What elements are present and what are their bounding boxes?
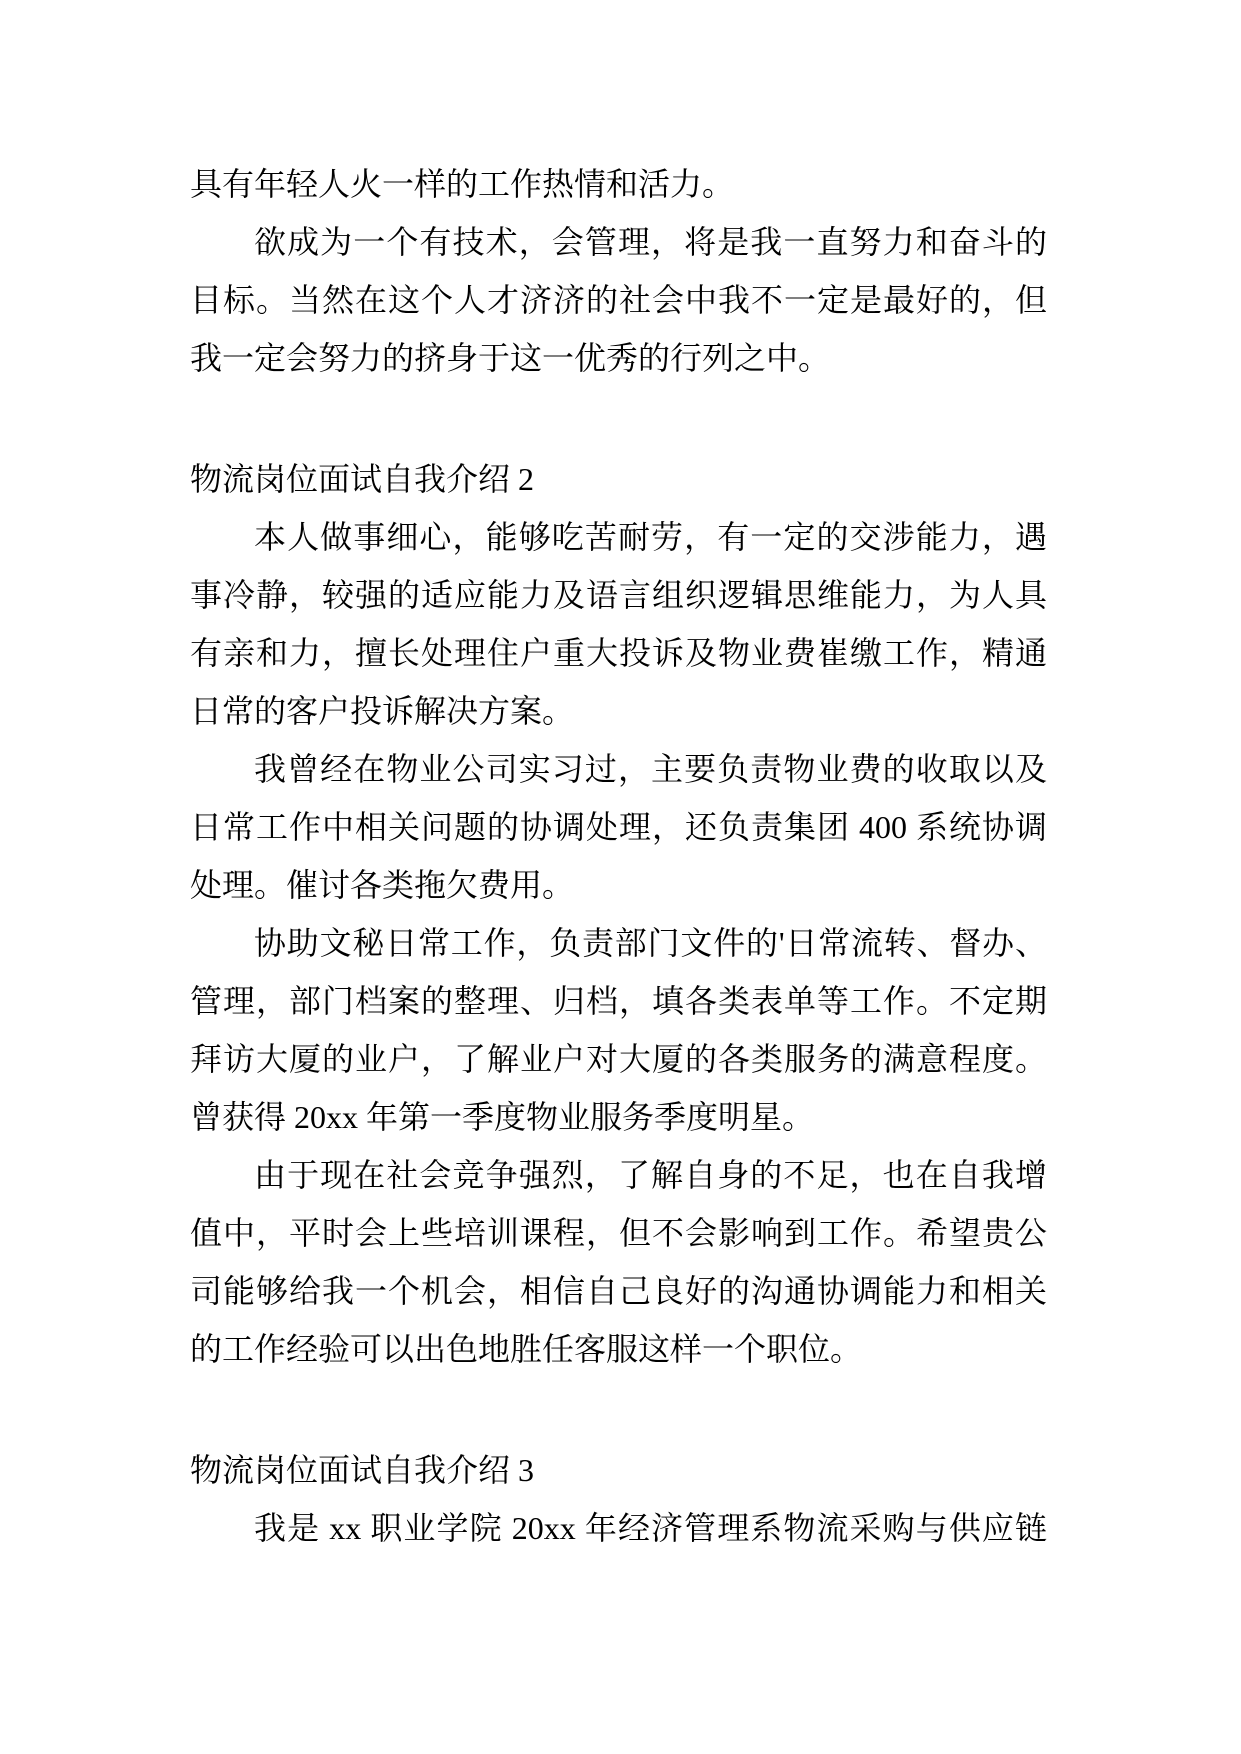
section-heading-2: 物流岗位面试自我介绍 2 (190, 461, 535, 497)
paragraph-line: 有亲和力，擅长处理住户重大投诉及物业费崔缴工作，精通 (190, 635, 1047, 671)
paragraph-line: 管理，部门档案的整理、归档，填各类表单等工作。不定期 (190, 983, 1047, 1019)
blank-line (190, 387, 1047, 450)
paragraph-line: 拜访大厦的业户，了解业户对大厦的各类服务的满意程度。 (190, 1041, 1047, 1077)
paragraph-line: 由于现在社会竞争强烈，了解自身的不足，也在自我增 (254, 1157, 1047, 1193)
paragraph-line: 协助文秘日常工作，负责部门文件的'日常流转、督办、 (254, 925, 1047, 961)
document-body (190, 155, 1047, 1557)
paragraph-line: 值中，平时会上些培训课程，但不会影响到工作。希望贵公 (190, 1215, 1047, 1251)
paragraph-line: 具有年轻人火一样的工作热情和活力。 (190, 166, 735, 202)
paragraph-line: 曾获得 20xx 年第一季度物业服务季度明星。 (190, 1099, 815, 1135)
paragraph-line: 事冷静，较强的适应能力及语言组织逻辑思维能力，为人具 (190, 577, 1047, 613)
paragraph-line: 我是 xx 职业学院 20xx 年经济管理系物流采购与供应链 (254, 1510, 1047, 1546)
paragraph-line: 日常的客户投诉解决方案。 (190, 693, 575, 729)
paragraph-line: 欲成为一个有技术，会管理，将是我一直努力和奋斗的 (254, 224, 1047, 260)
paragraph-line: 的工作经验可以出色地胜任客服这样一个职位。 (190, 1331, 863, 1367)
paragraph-line: 司能够给我一个机会，相信自己良好的沟通协调能力和相关 (190, 1273, 1047, 1309)
paragraph-line: 我曾经在物业公司实习过，主要负责物业费的收取以及 (254, 751, 1047, 787)
section-heading-3: 物流岗位面试自我介绍 3 (190, 1452, 535, 1488)
paragraph-line: 目标。当然在这个人才济济的社会中我不一定是最好的，但 (190, 282, 1047, 318)
blank-line (190, 1378, 1047, 1441)
paragraph-line: 我一定会努力的挤身于这一优秀的行列之中。 (190, 340, 831, 376)
paragraph-line: 处理。催讨各类拖欠费用。 (190, 867, 575, 903)
paragraph-line: 本人做事细心，能够吃苦耐劳，有一定的交涉能力，遇 (254, 519, 1047, 555)
paragraph-line: 日常工作中相关问题的协调处理，还负责集团 400 系统协调 (190, 809, 1047, 845)
